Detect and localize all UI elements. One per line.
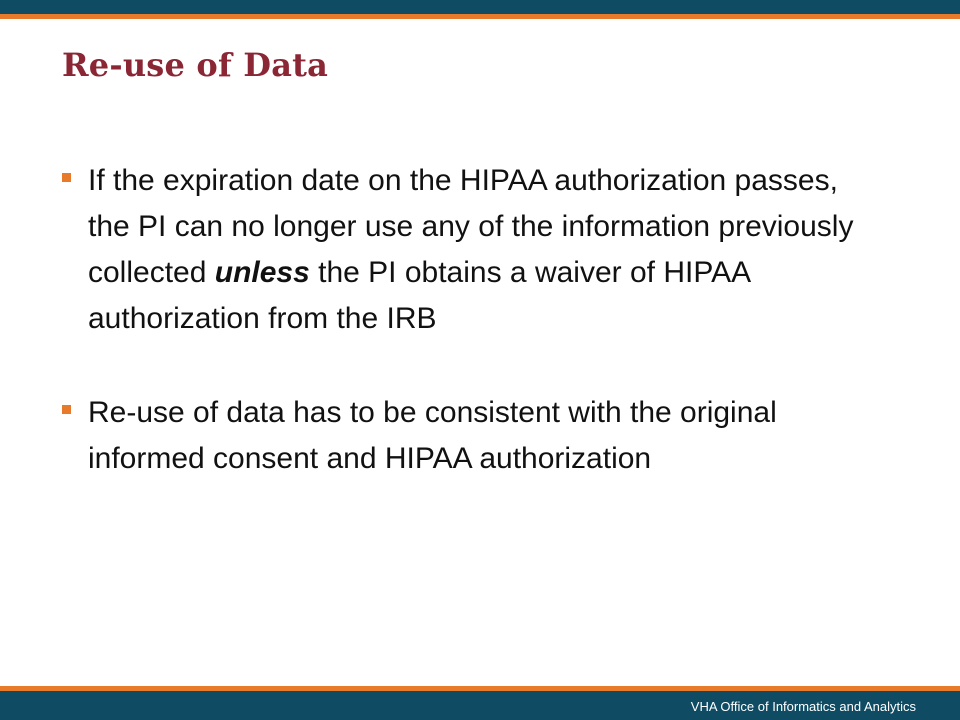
bullet-text: Re-use of data has to be consistent with the original informed consent and HIPAA authorization <box>88 396 777 475</box>
bullet-list <box>60 158 880 482</box>
bullet-text-part: the PI obtains a waiver of HIPAA authorization from the IRB <box>88 256 750 335</box>
bullet-text-part: If the expiration date on the HIPAA authorization passes, the PI can no longer use any of the information previously collected <box>88 164 854 289</box>
square-bullet-icon <box>62 173 71 182</box>
slide-title: Re-use of Data <box>62 46 329 84</box>
bullet-item-reuse <box>60 390 880 482</box>
header-accent-stripe <box>0 14 960 19</box>
bullet-item-expiration <box>60 158 880 342</box>
bullet-emphasis: unless <box>214 256 310 289</box>
footer-text: VHA Office of Informatics and Analytics <box>690 699 916 714</box>
header-band <box>0 0 960 14</box>
footer-band <box>0 691 960 720</box>
square-bullet-icon <box>62 405 71 414</box>
